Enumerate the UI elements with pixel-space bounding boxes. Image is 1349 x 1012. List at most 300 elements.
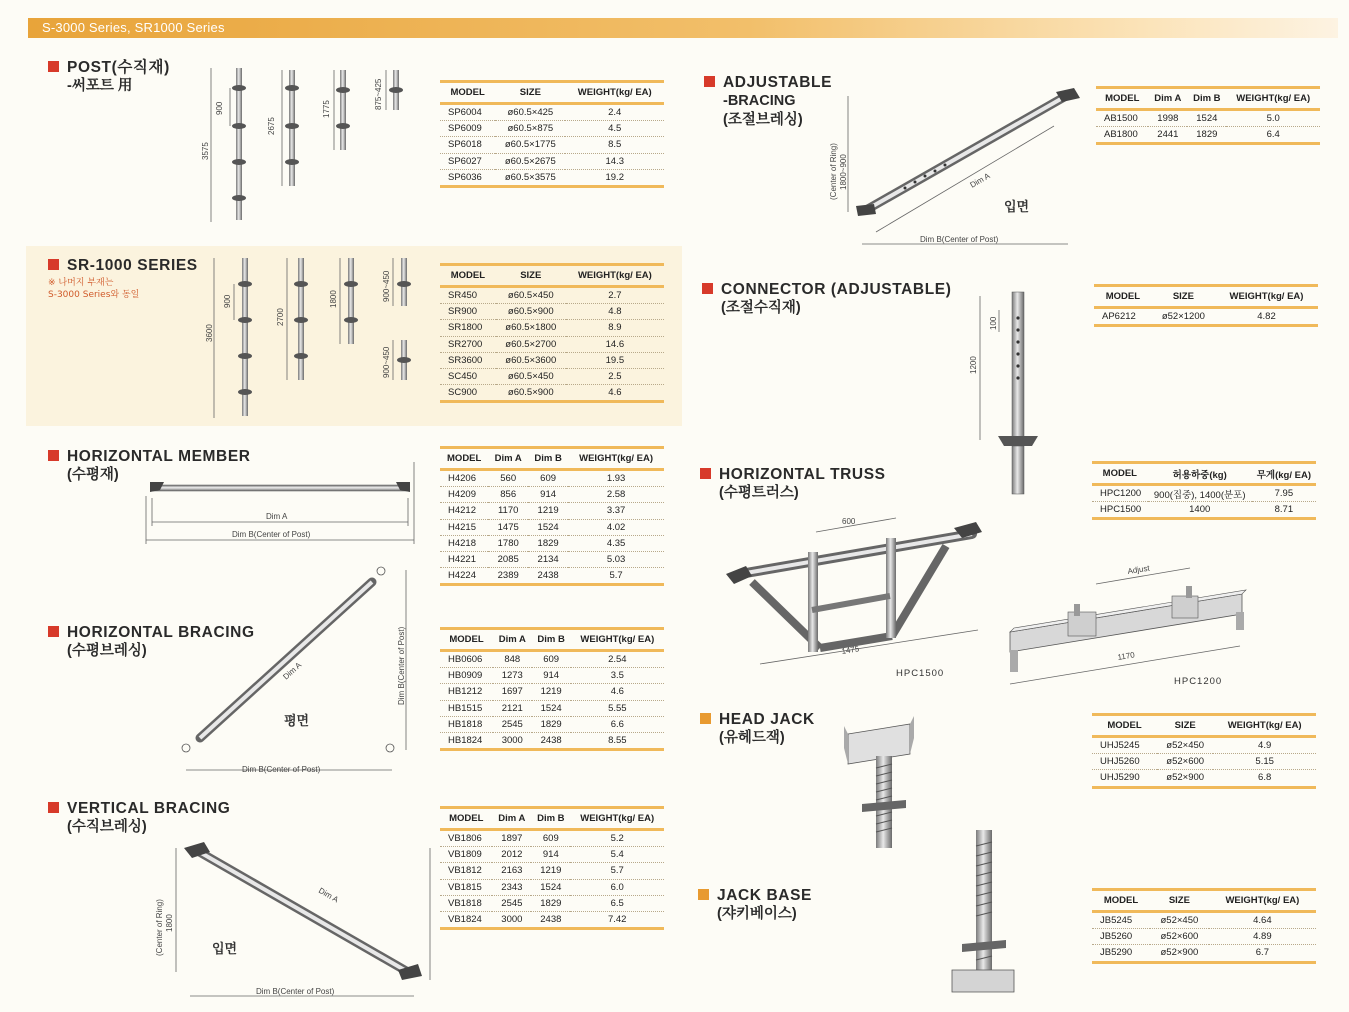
table-cell: 6.8 <box>1213 770 1316 787</box>
table-cell: 3.37 <box>568 503 664 519</box>
table-row <box>440 169 664 186</box>
connector-drawing <box>969 292 1038 494</box>
sr-dim-3600: 3600 <box>205 324 214 342</box>
column-header: MODEL <box>1094 286 1152 308</box>
ab-ring: (Center of Ring) <box>829 143 838 200</box>
truss-title: HORIZONTAL TRUSS <box>719 466 886 483</box>
column-header: WEIGHT(kg/ EA) <box>1215 286 1318 308</box>
ab-dim-b: Dim B(Center of Post) <box>920 235 999 244</box>
column-header: SIZE <box>1157 715 1213 737</box>
hm-title: HORIZONTAL MEMBER <box>67 448 251 465</box>
table-cell: 2343 <box>492 879 531 895</box>
ab-dim-a: Dim A <box>968 171 992 190</box>
column-header: SIZE <box>1150 890 1209 912</box>
column-header: WEIGHT(kg/ EA) <box>1213 715 1316 737</box>
hpc1500-caption: HPC1500 <box>896 668 945 679</box>
table-cell: 5.03 <box>568 551 664 567</box>
table-cell: 6.0 <box>570 879 664 895</box>
vb-dim-b: Dim B(Center of Post) <box>256 987 335 996</box>
table-cell: 6.6 <box>571 716 664 732</box>
table-cell: 5.15 <box>1213 754 1316 770</box>
table-cell: 1780 <box>488 535 528 551</box>
table-cell: VB1809 <box>440 847 492 863</box>
post-subtitle: -써포트 用 <box>67 78 133 94</box>
jack-base-section-title <box>698 886 812 924</box>
table-cell: HB1212 <box>440 684 493 700</box>
table-cell: 4.8 <box>566 304 664 320</box>
table-cell: 1.93 <box>568 470 664 487</box>
table-cell: 914 <box>531 847 570 863</box>
table-cell: SR3600 <box>440 352 496 368</box>
ab-ring-val: 1800~900 <box>839 154 848 190</box>
red-square-icon <box>48 61 59 72</box>
column-header: WEIGHT(kg/ EA) <box>565 82 664 104</box>
head-jack-title: HEAD JACK <box>719 711 815 728</box>
banner-text: S-3000 Series, SR1000 Series <box>42 20 225 35</box>
ab-title: ADJUSTABLE <box>723 74 833 91</box>
table-row <box>440 847 664 863</box>
table-row <box>1092 945 1316 962</box>
table-cell: VB1812 <box>440 863 492 879</box>
jb-spec-table <box>1092 888 1316 964</box>
table-row <box>440 519 664 535</box>
table-cell: HB0606 <box>440 651 493 668</box>
sr-dim-900-450-a: 900~450 <box>382 270 391 302</box>
table-cell: ø60.5×3575 <box>495 169 565 186</box>
table-row <box>440 287 664 304</box>
sr-drawing <box>205 258 411 418</box>
table-cell: 2.7 <box>566 287 664 304</box>
table-cell: 1524 <box>532 700 571 716</box>
table-cell: SP6027 <box>440 153 495 169</box>
table-row <box>440 684 664 700</box>
table-cell: H4215 <box>440 519 488 535</box>
table-cell: HB1515 <box>440 700 493 716</box>
table-row <box>1094 308 1318 326</box>
table-cell: 6.7 <box>1209 945 1316 962</box>
table-cell: UHJ5260 <box>1092 754 1157 770</box>
table-row <box>440 651 664 668</box>
jack-base-subtitle: (쟈키베이스) <box>717 906 797 922</box>
table-cell: ø52×450 <box>1157 737 1213 754</box>
table-row <box>1092 737 1316 754</box>
table-cell: 5.4 <box>570 847 664 863</box>
table-header-row <box>440 448 664 470</box>
vertical-bracing-drawing <box>155 842 430 996</box>
table-cell: 4.9 <box>1213 737 1316 754</box>
table-cell: 1829 <box>531 895 570 911</box>
column-header: WEIGHT(kg/ EA) <box>1209 890 1316 912</box>
table-cell: VB1824 <box>440 911 492 928</box>
table-cell: 1829 <box>1187 127 1226 144</box>
table-cell: AB1500 <box>1096 110 1148 127</box>
table-header-row <box>1092 890 1316 912</box>
red-square-icon <box>702 283 713 294</box>
table-row <box>440 153 664 169</box>
table-cell: SR450 <box>440 287 496 304</box>
table-cell: 1524 <box>528 519 568 535</box>
table-cell: ø52×600 <box>1150 929 1209 945</box>
post-drawing <box>201 68 403 222</box>
uhj-spec-table <box>1092 713 1316 789</box>
hb-dim-a: Dim A <box>281 660 304 682</box>
table-row <box>440 304 664 320</box>
table-cell: 914 <box>532 668 571 684</box>
table-cell: VB1806 <box>440 830 492 847</box>
table-cell: SR900 <box>440 304 496 320</box>
table-row <box>1092 754 1316 770</box>
head-jack-drawing <box>844 716 914 848</box>
table-cell: 2.54 <box>571 651 664 668</box>
table-cell: 2545 <box>493 716 532 732</box>
conn-dim-1200: 1200 <box>969 356 978 374</box>
table-cell: 1998 <box>1148 110 1187 127</box>
table-cell: AP6212 <box>1094 308 1152 326</box>
table-row <box>440 336 664 352</box>
table-cell: ø52×900 <box>1150 945 1209 962</box>
table-row <box>440 863 664 879</box>
table-cell: ø60.5×425 <box>495 104 565 121</box>
table-cell: 2085 <box>488 551 528 567</box>
table-row <box>440 503 664 519</box>
table-cell: 5.0 <box>1226 110 1320 127</box>
vb-ring-val: 1800 <box>165 914 174 932</box>
post-title: POST(수직재) <box>67 59 170 76</box>
table-cell: ø60.5×1800 <box>496 320 566 336</box>
red-square-icon <box>48 626 59 637</box>
table-cell: 1273 <box>493 668 532 684</box>
table-cell: 848 <box>493 651 532 668</box>
table-cell: VB1815 <box>440 879 492 895</box>
table-cell: 8.9 <box>566 320 664 336</box>
table-cell: 2438 <box>528 568 568 585</box>
table-header-row <box>1092 715 1316 737</box>
hb-section-title <box>48 623 255 661</box>
ab-title2: -BRACING <box>723 93 796 109</box>
table-cell: 2389 <box>488 568 528 585</box>
table-cell: ø60.5×875 <box>495 121 565 137</box>
table-cell: 4.02 <box>568 519 664 535</box>
table-header-row <box>440 82 664 104</box>
hb-dim-b: Dim B(Center of Post) <box>242 765 321 774</box>
table-cell: ø52×1200 <box>1152 308 1215 326</box>
table-cell: 2438 <box>532 732 571 749</box>
table-row <box>440 352 664 368</box>
table-row <box>1096 110 1320 127</box>
table-cell: 2545 <box>492 895 531 911</box>
ab-view-caption: 입면 <box>1004 199 1030 214</box>
table-cell: 8.71 <box>1252 502 1316 519</box>
hm-dim-b: Dim B(Center of Post) <box>232 530 311 539</box>
table-cell: ø52×600 <box>1157 754 1213 770</box>
post-section-title <box>48 58 170 96</box>
table-cell: 2.4 <box>565 104 664 121</box>
sr1000-title: SR-1000 SERIES <box>67 257 198 274</box>
hpc1200-caption: HPC1200 <box>1174 676 1223 687</box>
table-row <box>440 121 664 137</box>
table-row <box>440 368 664 384</box>
connector-subtitle: (조절수직재) <box>721 300 801 316</box>
table-cell: H4212 <box>440 503 488 519</box>
table-row <box>440 137 664 153</box>
table-row <box>440 716 664 732</box>
table-cell: 4.35 <box>568 535 664 551</box>
sr-dim-2700: 2700 <box>276 308 285 326</box>
table-cell: H4209 <box>440 487 488 503</box>
red-square-icon <box>48 450 59 461</box>
table-cell: 7.95 <box>1252 485 1316 502</box>
column-header: 허용하중(kg) <box>1148 463 1252 485</box>
truss-hpc1500-drawing <box>726 517 982 664</box>
table-cell: 2012 <box>492 847 531 863</box>
table-cell: AB1800 <box>1096 127 1148 144</box>
column-header: WEIGHT(kg/ EA) <box>571 629 664 651</box>
table-cell: UHJ5290 <box>1092 770 1157 787</box>
column-header: MODEL <box>440 265 496 287</box>
column-header: MODEL <box>1092 463 1148 485</box>
table-cell: 1697 <box>493 684 532 700</box>
table-row <box>440 320 664 336</box>
table-cell: SP6036 <box>440 169 495 186</box>
table-cell: 2134 <box>528 551 568 567</box>
column-header: WEIGHT(kg/ EA) <box>570 808 664 830</box>
table-row <box>440 535 664 551</box>
column-header: Dim A <box>488 448 528 470</box>
truss-subtitle: (수평트러스) <box>719 485 799 501</box>
table-cell: 609 <box>532 651 571 668</box>
column-header: 무게(kg/ EA) <box>1252 463 1316 485</box>
table-row <box>1092 770 1316 787</box>
hm-subtitle: (수평재) <box>67 467 119 483</box>
table-cell: 1897 <box>492 830 531 847</box>
table-row <box>440 895 664 911</box>
table-row <box>440 551 664 567</box>
table-row <box>440 668 664 684</box>
sr1000-note <box>48 277 139 301</box>
table-cell: ø60.5×2700 <box>496 336 566 352</box>
table-cell: 8.55 <box>571 732 664 749</box>
table-cell: JB5290 <box>1092 945 1150 962</box>
ab-spec-table <box>1096 86 1320 145</box>
jack-base-drawing <box>952 830 1014 992</box>
table-cell: SP6009 <box>440 121 495 137</box>
table-cell: 4.82 <box>1215 308 1318 326</box>
truss-adjust: Adjust <box>1126 563 1151 576</box>
table-cell: SP6004 <box>440 104 495 121</box>
table-cell: 4.5 <box>565 121 664 137</box>
table-row <box>440 470 664 487</box>
table-cell: 1219 <box>528 503 568 519</box>
post-dim-2675: 2675 <box>267 117 276 135</box>
table-row <box>440 879 664 895</box>
post-spec-table <box>440 80 664 188</box>
table-cell: 900(집중), 1400(분포) <box>1148 485 1252 502</box>
table-row <box>1092 929 1316 945</box>
ab-subtitle: (조절브레싱) <box>723 112 803 128</box>
table-header-row <box>440 629 664 651</box>
table-cell: H4218 <box>440 535 488 551</box>
table-cell: HB1824 <box>440 732 493 749</box>
table-cell: ø60.5×3600 <box>496 352 566 368</box>
hb-spec-table <box>440 627 664 751</box>
table-cell: 7.42 <box>570 911 664 928</box>
table-row <box>1092 502 1316 519</box>
table-cell: 2.58 <box>568 487 664 503</box>
table-cell: 5.55 <box>571 700 664 716</box>
table-cell: 1170 <box>488 503 528 519</box>
jack-base-title: JACK BASE <box>717 887 812 904</box>
table-row <box>440 732 664 749</box>
table-cell: 1219 <box>531 863 570 879</box>
sr-dim-900: 900 <box>223 294 232 308</box>
vb-view-caption: 입면 <box>212 941 238 956</box>
sr-dim-900-450-b: 900~450 <box>382 346 391 378</box>
column-header: MODEL <box>440 629 493 651</box>
truss-hpc1200-drawing <box>1010 563 1246 684</box>
column-header: Dim B <box>531 808 570 830</box>
column-header: SIZE <box>495 82 565 104</box>
table-cell: 4.6 <box>571 684 664 700</box>
post-dim-900: 900 <box>215 101 224 115</box>
table-cell: H4224 <box>440 568 488 585</box>
table-cell: 4.6 <box>566 385 664 402</box>
table-row <box>440 568 664 585</box>
table-cell: 609 <box>528 470 568 487</box>
table-row <box>1092 912 1316 929</box>
table-cell: H4221 <box>440 551 488 567</box>
table-cell: 2441 <box>1148 127 1187 144</box>
table-cell: ø60.5×900 <box>496 304 566 320</box>
table-cell: 3000 <box>493 732 532 749</box>
head-jack-subtitle: (유헤드잭) <box>719 730 785 746</box>
ap-spec-table <box>1094 284 1318 327</box>
table-header-row <box>1092 463 1316 485</box>
hb-subtitle: (수평브레싱) <box>67 643 147 659</box>
truss-dim-600: 600 <box>842 517 856 526</box>
column-header: Dim A <box>1148 88 1187 110</box>
truss-dim-1475: 1475 <box>840 644 860 656</box>
table-cell: HPC1500 <box>1092 502 1148 519</box>
table-cell: SR2700 <box>440 336 496 352</box>
table-cell: VB1818 <box>440 895 492 911</box>
column-header: MODEL <box>1096 88 1148 110</box>
post-dim-875: 875~425 <box>374 78 383 110</box>
connector-title: CONNECTOR (ADJUSTABLE) <box>721 281 952 298</box>
sr1000-section-title <box>48 256 198 275</box>
table-cell: 14.3 <box>565 153 664 169</box>
red-square-icon <box>700 468 711 479</box>
table-row <box>440 487 664 503</box>
table-cell: 1524 <box>531 879 570 895</box>
table-row <box>440 830 664 847</box>
table-cell: 14.6 <box>566 336 664 352</box>
table-header-row <box>440 808 664 830</box>
table-cell: SC450 <box>440 368 496 384</box>
vb-subtitle: (수직브레싱) <box>67 819 147 835</box>
table-cell: 8.5 <box>565 137 664 153</box>
table-header-row <box>1096 88 1320 110</box>
ab-section-title <box>704 73 832 130</box>
column-header: SIZE <box>1152 286 1215 308</box>
column-header: Dim B <box>1187 88 1226 110</box>
hb-title: HORIZONTAL BRACING <box>67 624 255 641</box>
table-cell: 5.7 <box>570 863 664 879</box>
red-square-icon <box>48 802 59 813</box>
vb-dim-a: Dim A <box>317 885 340 905</box>
orange-square-icon <box>698 889 709 900</box>
column-header: MODEL <box>1092 715 1157 737</box>
table-cell: HB1818 <box>440 716 493 732</box>
horizontal-bracing-drawing <box>182 567 406 774</box>
table-cell: SR1800 <box>440 320 496 336</box>
column-header: Dim B <box>532 629 571 651</box>
column-header: WEIGHT(kg/ EA) <box>1226 88 1320 110</box>
post-dim-1775: 1775 <box>322 100 331 118</box>
orange-square-icon <box>700 713 711 724</box>
table-header-row <box>440 265 664 287</box>
table-row <box>1096 127 1320 144</box>
table-cell: 856 <box>488 487 528 503</box>
table-cell: 1829 <box>528 535 568 551</box>
table-cell: 19.5 <box>566 352 664 368</box>
sr1000-note-line1: ※ 나머지 부재는 <box>48 278 114 288</box>
table-cell: 6.4 <box>1226 127 1320 144</box>
table-cell: HPC1200 <box>1092 485 1148 502</box>
column-header: SIZE <box>496 265 566 287</box>
table-cell: 1219 <box>532 684 571 700</box>
table-cell: 609 <box>531 830 570 847</box>
hb-dim-b-vert: Dim B(Center of Post) <box>397 626 406 705</box>
hm-section-title <box>48 447 251 485</box>
table-cell: 1524 <box>1187 110 1226 127</box>
table-cell: 2163 <box>492 863 531 879</box>
table-cell: ø60.5×1775 <box>495 137 565 153</box>
column-header: MODEL <box>440 448 488 470</box>
table-cell: ø60.5×450 <box>496 287 566 304</box>
table-cell: 2.5 <box>566 368 664 384</box>
sr-spec-table <box>440 263 664 403</box>
sr-dim-1800: 1800 <box>329 290 338 308</box>
table-row <box>1092 485 1316 502</box>
table-cell: 5.7 <box>568 568 664 585</box>
vb-ring: (Center of Ring) <box>155 899 164 956</box>
connector-section-title <box>702 280 952 318</box>
vb-section-title <box>48 799 230 837</box>
table-cell: H4206 <box>440 470 488 487</box>
table-header-row <box>1094 286 1318 308</box>
table-cell: 19.2 <box>565 169 664 186</box>
hm-dim-a: Dim A <box>266 512 288 521</box>
table-row <box>440 700 664 716</box>
table-cell: 4.64 <box>1209 912 1316 929</box>
table-cell: 914 <box>528 487 568 503</box>
table-cell: 1829 <box>532 716 571 732</box>
table-cell: ø60.5×900 <box>496 385 566 402</box>
table-row <box>440 385 664 402</box>
red-square-icon <box>704 76 715 87</box>
table-cell: ø60.5×2675 <box>495 153 565 169</box>
hb-view-caption: 평면 <box>284 713 310 728</box>
sr1000-note-line2: S-3000 Series와 동일 <box>48 290 140 300</box>
table-cell: 4.89 <box>1209 929 1316 945</box>
table-cell: 560 <box>488 470 528 487</box>
vb-title: VERTICAL BRACING <box>67 800 231 817</box>
table-cell: JB5260 <box>1092 929 1150 945</box>
table-cell: HB0909 <box>440 668 493 684</box>
table-cell: SP6018 <box>440 137 495 153</box>
hpc-spec-table <box>1092 461 1316 520</box>
table-cell: ø60.5×450 <box>496 368 566 384</box>
